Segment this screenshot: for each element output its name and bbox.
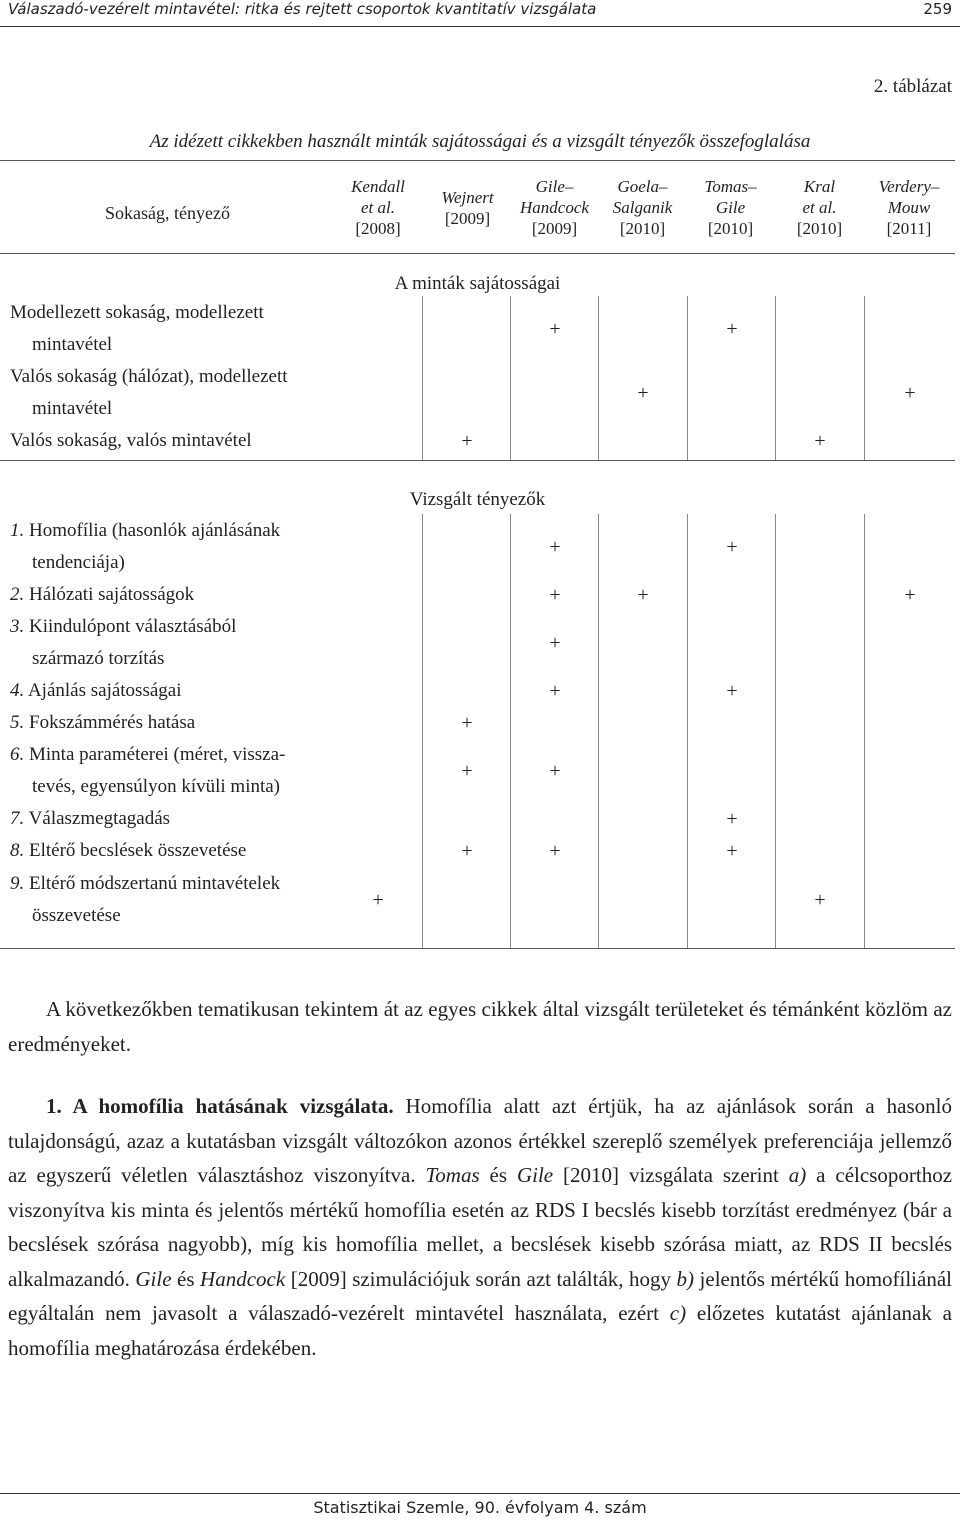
list-letter: a)	[788, 1163, 807, 1187]
col-etal: Handcock	[520, 198, 589, 217]
plus-mark: +	[726, 808, 738, 830]
plus-mark: +	[372, 889, 384, 911]
row-label-line1	[10, 712, 195, 733]
col-year: [2009]	[444, 209, 491, 228]
table-row-label	[10, 835, 246, 867]
row-number: 9.	[10, 873, 25, 894]
col-year: [2009]	[531, 219, 578, 238]
row-label-line1	[10, 873, 280, 894]
col-etal: Mouw	[887, 198, 931, 217]
row-label-line1	[10, 584, 194, 605]
list-letter: c)	[669, 1301, 687, 1325]
col-author: Verdery–	[878, 177, 940, 196]
plus-mark: +	[904, 382, 916, 404]
table-row-label	[10, 515, 280, 578]
row-number: 7.	[10, 808, 25, 829]
column-separator	[775, 296, 776, 460]
text-run: a célcsoporthoz viszonyítva kis minta és jelentős mértékű homofília esetén az RDS I becslés kisebb torzítást eredményez (bár a becslések szórása nagyobb), míg kis homofília mellet, a becslések kisebb szórása miatt, az RDS II becslés alkalmazandó.	[8, 1163, 953, 1291]
row-label-text: Eltérő becslések összevetése	[29, 840, 247, 861]
plus-mark: +	[461, 712, 473, 734]
row-label-text: Eltérő módszertanú mintavételek	[29, 873, 281, 894]
col-header-gile-handcock	[512, 176, 597, 239]
col-author: Wejnert	[441, 188, 494, 207]
row-label-text: Hálózati sajátosságok	[29, 584, 195, 605]
col-header-goela-salganik	[600, 176, 685, 239]
table-row-label	[10, 425, 252, 457]
col-header-tomas-gile	[688, 176, 773, 239]
list-letter: b)	[676, 1266, 695, 1291]
row-label-line2: összevetése	[32, 904, 121, 926]
row-label-text: Válaszmegtagadás	[28, 808, 171, 829]
text-run: Homofília alatt azt értjük, ha az ajánlások során a hasonló tulajdonságú, azaz a kutatásban vizsgált változókon azonos értékkel szereplő személyek preferenciája jellemző az egyszerű véletlen választáshoz viszonyítva.	[8, 1094, 952, 1187]
col-year: [2011]	[886, 219, 932, 238]
row-label-line1	[10, 520, 280, 541]
col-header-verdery-mouw	[864, 176, 954, 239]
row-label-line2: tendenciája)	[32, 551, 125, 573]
table-bottom-rule	[0, 948, 955, 949]
plus-mark: +	[461, 760, 473, 782]
column-separator	[864, 296, 865, 460]
table-top-rule	[0, 160, 955, 161]
text-run: [2009] szimulációjuk során azt találták, hogy	[285, 1266, 677, 1291]
row-number: 5.	[10, 712, 25, 733]
page-number: 259	[923, 0, 952, 18]
row-label-line2: tevés, egyensúlyon kívüli minta)	[32, 775, 281, 797]
author-name: Gile	[516, 1163, 554, 1187]
col-etal: et al.	[802, 198, 837, 217]
row-label-text: Fokszámmérés hatása	[29, 712, 196, 733]
table-row-label	[10, 361, 288, 424]
column-separator	[687, 296, 688, 460]
footer	[0, 1493, 960, 1522]
row-number: 2.	[10, 584, 25, 605]
col-author: Kendall	[351, 177, 405, 196]
col-year: [2008]	[355, 219, 401, 238]
row-label-line2: származó torzítás	[32, 647, 165, 669]
plus-mark: +	[726, 840, 738, 862]
table-row-label	[10, 803, 170, 835]
col-author: Gile–	[535, 177, 574, 196]
section1-title: A minták sajátosságai	[394, 273, 561, 294]
text-run: és	[479, 1163, 517, 1187]
plus-mark: +	[549, 318, 561, 340]
col-author: Goela–	[617, 177, 668, 196]
row-label-line1: Modellezett sokaság, modellezett	[10, 302, 264, 323]
table-caption: Az idézett cikkekben használt minták sajátosságai és a vizsgált tényezők összefoglalása	[149, 131, 811, 152]
row-number: 1.	[10, 520, 25, 541]
text-run: jelentős mértékű homofíliánál egyáltalán nem javasolt a válaszadó-vezérelt mintavétel használata, ezért	[8, 1266, 952, 1325]
plus-mark: +	[726, 680, 738, 702]
text-run: előzetes kutatást ajánlanak a homofília meghatározása érdekében.	[8, 1301, 952, 1360]
text-run: [2010] vizsgálata szerint	[553, 1163, 789, 1187]
col-header-wejnert	[425, 187, 510, 229]
plus-mark: +	[814, 889, 826, 911]
row-label-line1: Valós sokaság, valós mintavétel	[10, 430, 252, 451]
plus-mark: +	[549, 584, 561, 606]
header-bottom-rule	[0, 253, 955, 254]
col-author: Kral	[803, 177, 836, 196]
col-year: [2010]	[619, 219, 666, 238]
row-label-line1	[10, 680, 182, 701]
col-etal: et al.	[361, 198, 395, 217]
plus-mark: +	[461, 840, 473, 862]
section1-bottom-rule	[0, 460, 955, 461]
plus-mark: +	[549, 760, 561, 782]
table-row-label	[10, 739, 285, 802]
plus-mark: +	[814, 430, 826, 452]
row-number: 4.	[10, 680, 25, 701]
col-year: [2010]	[707, 219, 754, 238]
column-separator	[687, 514, 688, 948]
paragraph-1: A következőkben tematikusan tekintem át az egyes cikkek által vizsgált területeket és témánként közlöm az eredményeket.	[8, 997, 952, 1056]
col-author: Tomas–	[704, 177, 757, 196]
column-separator	[598, 296, 599, 460]
table-row-label	[10, 611, 236, 674]
col-year: [2010]	[796, 219, 843, 238]
section2-title: Vizsgált tényezők	[409, 489, 546, 510]
journal-info: Statisztikai Szemle, 90. évfolyam 4. szám	[313, 1498, 647, 1517]
text-run: és	[171, 1266, 201, 1291]
author-name: Handcock	[200, 1266, 286, 1291]
column-separator	[510, 296, 511, 460]
column-separator	[864, 514, 865, 948]
row-label-line2: mintavétel	[32, 397, 113, 419]
plus-mark: +	[637, 584, 649, 606]
row-label-text: Minta paraméterei (méret, vissza-	[29, 744, 286, 765]
col-etal: Gile	[715, 198, 746, 217]
table-number: 2. táblázat	[873, 76, 952, 97]
paragraph-2-heading: 1. A homofília hatásának vizsgálata.	[46, 1094, 394, 1118]
col-header-kral	[777, 176, 862, 239]
plus-mark: +	[549, 632, 561, 654]
col-header-kendall	[338, 176, 418, 239]
paragraph-2	[8, 1089, 952, 1365]
row-number: 6.	[10, 744, 25, 765]
row-label-text: Homofília (hasonlók ajánlásának	[29, 520, 281, 541]
row-label-text: Ajánlás sajátosságai	[27, 680, 182, 701]
running-head	[0, 0, 960, 27]
plus-mark: +	[726, 318, 738, 340]
column-separator	[775, 514, 776, 948]
column-separator	[422, 296, 423, 460]
row-label-line1	[10, 616, 236, 637]
table-row-label	[10, 868, 280, 931]
author-name: Gile	[135, 1266, 172, 1291]
body-text	[8, 992, 952, 1365]
table-row-label	[10, 579, 194, 611]
plus-mark: +	[549, 536, 561, 558]
row-label-line1	[10, 744, 285, 765]
row-label-line1	[10, 840, 246, 861]
table-row-label	[10, 675, 182, 707]
row-label-line1	[10, 808, 170, 829]
row-header: Sokaság, tényező	[105, 203, 230, 223]
col-etal: Salganik	[612, 198, 673, 217]
row-number: 3.	[10, 616, 25, 637]
plus-mark: +	[637, 382, 649, 404]
running-title: Válaszadó-vezérelt mintavétel: ritka és rejtett csoportok kvantitatív vizsgálata	[8, 0, 597, 18]
row-label-line1: Valós sokaság (hálózat), modellezett	[10, 366, 288, 387]
author-name: Tomas	[425, 1163, 480, 1187]
plus-mark: +	[726, 536, 738, 558]
plus-mark: +	[904, 584, 916, 606]
row-number: 8.	[10, 840, 25, 861]
table-row-label	[10, 707, 195, 739]
plus-mark: +	[549, 680, 561, 702]
row-label-text: Kiindulópont választásából	[29, 616, 237, 637]
table-row-label	[10, 297, 264, 360]
column-separator	[598, 514, 599, 948]
column-separator	[422, 514, 423, 948]
plus-mark: +	[549, 840, 561, 862]
column-separator	[510, 514, 511, 948]
row-label-line2: mintavétel	[32, 333, 113, 355]
plus-mark: +	[461, 430, 473, 452]
